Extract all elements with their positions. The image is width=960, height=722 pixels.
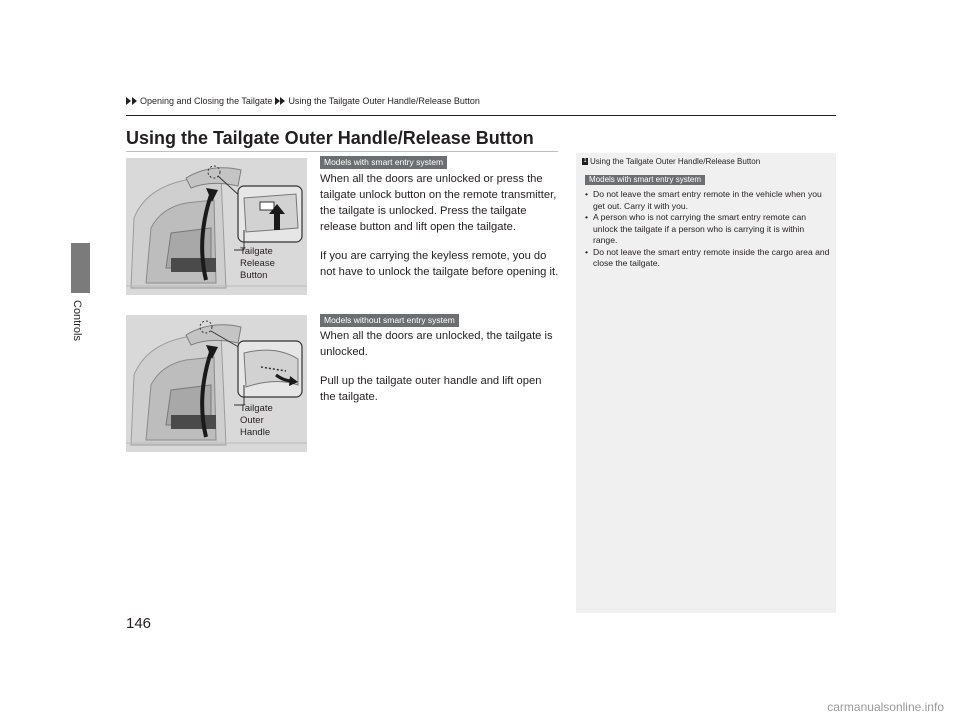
breadcrumb-item[interactable]: Using the Tailgate Outer Handle/Release Button [288, 96, 480, 106]
list-item: • A person who is not carrying the smart entry remote can unlock the tailgate if a person who is carrying it is within range. [585, 212, 830, 247]
breadcrumb-arrow-icon [126, 97, 131, 105]
breadcrumb-separator [275, 97, 285, 105]
figure-callout-label: Tailgate Outer Handle [240, 403, 273, 438]
breadcrumb-arrow-icon [280, 97, 285, 105]
note-heading[interactable] [582, 157, 760, 166]
breadcrumb [126, 96, 480, 106]
body-paragraph: When all the doors are unlocked, the tailgate is unlocked. [320, 330, 553, 358]
note-number-badge: 1 [583, 158, 587, 164]
page-number: 146 [126, 615, 152, 632]
model-tag: Models without smart entry system [320, 314, 459, 327]
car-rear-open-tailgate-drawing [126, 315, 307, 452]
watermark: carmanualsonline.info [827, 700, 944, 714]
page-title: Using the Tailgate Outer Handle/Release Button [126, 128, 534, 148]
side-note [576, 153, 836, 613]
figure-callout-label: Tailgate Release Button [240, 246, 275, 281]
model-tag: Models with smart entry system [320, 156, 447, 169]
list-item: • Do not leave the smart entry remote in the vehicle when you get out. Carry it with you. [585, 189, 830, 212]
car-rear-open-tailgate-drawing [126, 158, 307, 295]
section-label: Controls [71, 300, 83, 341]
section-tab [71, 243, 90, 293]
body-paragraph: Pull up the tailgate outer handle and lift open the tailgate. [320, 375, 542, 403]
tailgate-outer-handle-illustration [126, 315, 307, 452]
note-list [585, 189, 830, 270]
tailgate-release-button-illustration [126, 158, 307, 295]
list-item: • Do not leave the smart entry remote inside the cargo area and close the tailgate. [585, 247, 830, 270]
note-heading-text: Using the Tailgate Outer Handle/Release Button [590, 157, 761, 166]
title-rule [126, 151, 558, 152]
body-paragraph: When all the doors are unlocked or press the tailgate unlock button on the remote transmitter, the tailgate is unlocked. Press the tailgate release button and lift open the tailgate. [320, 173, 557, 233]
breadcrumb-item[interactable]: Opening and Closing the Tailgate [140, 96, 273, 106]
body-paragraph: If you are carrying the keyless remote, you do not have to unlock the tailgate before opening it. [320, 250, 559, 278]
header-rule [126, 115, 836, 116]
model-tag: Models with smart entry system [585, 175, 705, 185]
breadcrumb-arrow-icon [132, 97, 137, 105]
